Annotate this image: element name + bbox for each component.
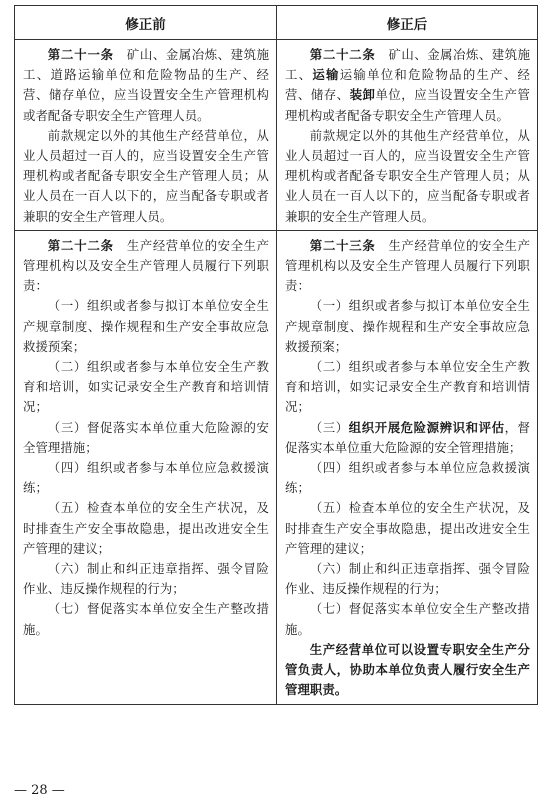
duty-item: [23, 599, 269, 639]
paragraph-text: （五）检查本单位的安全生产状况，及时排查生产安全事故隐患，提出改进安全生产管理的建议；: [23, 500, 269, 556]
duty-item: [23, 296, 269, 357]
article-paragraph: [285, 126, 530, 227]
cell-before-article-21: [15, 40, 277, 231]
paragraph-text: （三）督促落实本单位重大危险源的安全管理措施；: [23, 419, 269, 455]
paragraph-text: 生产经营单位的安全生产管理机构以及安全生产管理人员履行下列职责：: [23, 237, 270, 294]
article-number: 第二十二条: [47, 237, 114, 253]
paragraph-text: （三）: [309, 419, 349, 435]
duty-item: [285, 599, 530, 639]
cell-before-article-22: [15, 230, 277, 704]
paragraph-text: （四）组织或者参与本单位应急救援演练；: [285, 460, 530, 496]
header-after: 修正后: [277, 6, 538, 40]
duty-item: [285, 458, 530, 498]
table-row: [15, 40, 538, 231]
added-paragraph: [285, 640, 530, 701]
paragraph-text: 生产经营单位的安全生产管理机构以及安全生产管理人员履行下列职责：: [285, 237, 531, 294]
paragraph-text: 前款规定以外的其他生产经营单位，从业人员超过一百人的，应当设置安全生产管理机构或者配备专职安全生产管理人员；从业人员在一百人以下的，应当配备专职或者兼职的安全生产管理人员。: [23, 127, 269, 224]
amended-text: 生产经营单位可以设置专职安全生产分管负责人，协助本单位负责人履行安全生产管理职责。: [285, 641, 530, 698]
article-paragraph: [285, 45, 530, 126]
paragraph-text: （一）组织或者参与拟订本单位安全生产规章制度、操作规程和生产安全事故应急救援预案；: [285, 298, 530, 354]
article-paragraph: [23, 45, 269, 126]
amended-text: 组织开展危险源辨识和评估: [348, 419, 505, 435]
paragraph-text: （七）督促落实本单位安全生产整改措施。: [285, 601, 530, 637]
paragraph-text: （七）督促落实本单位安全生产整改措施。: [23, 601, 269, 637]
article-paragraph: [23, 126, 269, 227]
paragraph-text: 单位，应当设置安全生产管理机构或者配备专职安全生产管理人员。: [285, 87, 531, 123]
duty-item: [23, 559, 269, 599]
duty-item: [285, 498, 530, 559]
article-number: 第二十二条: [309, 47, 376, 62]
paragraph-text: 矿山、金属冶炼、建筑施工、: [285, 47, 531, 83]
duty-item: [285, 296, 530, 357]
paragraph-text: 矿山、金属冶炼、建筑施工、道路运输单位和危险物品的生产、经营、储存单位，应当设置安全生产管理机构或者配备专职安全生产管理人员。: [23, 47, 270, 123]
paragraph-text: ，督促落实本单位重大危险源的安全管理措施；: [285, 419, 530, 455]
article-number: 第二十一条: [47, 47, 114, 62]
header-row: [15, 6, 538, 40]
paragraph-text: 前款规定以外的其他生产经营单位，从业人员超过一百人的，应当设置安全生产管理机构或者配备专职安全生产管理人员；从业人员在一百人以下的，应当配备专职或者兼职的安全生产管理人员。: [285, 127, 530, 224]
page-number: — 28 —: [14, 783, 65, 798]
cell-after-article-23: [277, 230, 538, 704]
duty-item: [285, 357, 530, 418]
header-before: 修正前: [15, 6, 277, 40]
duty-item: [285, 418, 530, 458]
cell-after-article-22: [277, 40, 538, 231]
duty-item: [23, 418, 269, 458]
paragraph-text: （六）制止和纠正违章指挥、强令冒险作业、违反操作规程的行为；: [285, 561, 530, 597]
paragraph-text: （二）组织或者参与本单位安全生产教育和培训，如实记录安全生产教育和培训情况；: [285, 359, 530, 415]
table-row: [15, 230, 538, 704]
paragraph-text: （二）组织或者参与本单位安全生产教育和培训，如实记录安全生产教育和培训情况；: [23, 359, 269, 415]
article-paragraph: [23, 236, 269, 297]
paragraph-text: 运输单位和危险物品的生产、经营、储存、: [285, 67, 530, 103]
duty-item: [285, 559, 530, 599]
duty-item: [23, 498, 269, 559]
paragraph-text: （六）制止和纠正违章指挥、强令冒险作业、违反操作规程的行为；: [23, 561, 269, 597]
amended-text: 装卸: [349, 87, 376, 103]
paragraph-text: （五）检查本单位的安全生产状况，及时排查生产安全事故隐患，提出改进安全生产管理的建议；: [285, 500, 530, 556]
amended-text: 运输: [312, 67, 340, 83]
paragraph-text: （四）组织或者参与本单位应急救援演练；: [23, 460, 269, 496]
comparison-table: [14, 5, 538, 705]
paragraph-text: （一）组织或者参与拟订本单位安全生产规章制度、操作规程和生产安全事故应急救援预案；: [23, 298, 269, 354]
duty-item: [23, 458, 269, 498]
article-paragraph: [285, 236, 530, 297]
duty-item: [23, 357, 269, 418]
article-number: 第二十三条: [309, 237, 376, 253]
